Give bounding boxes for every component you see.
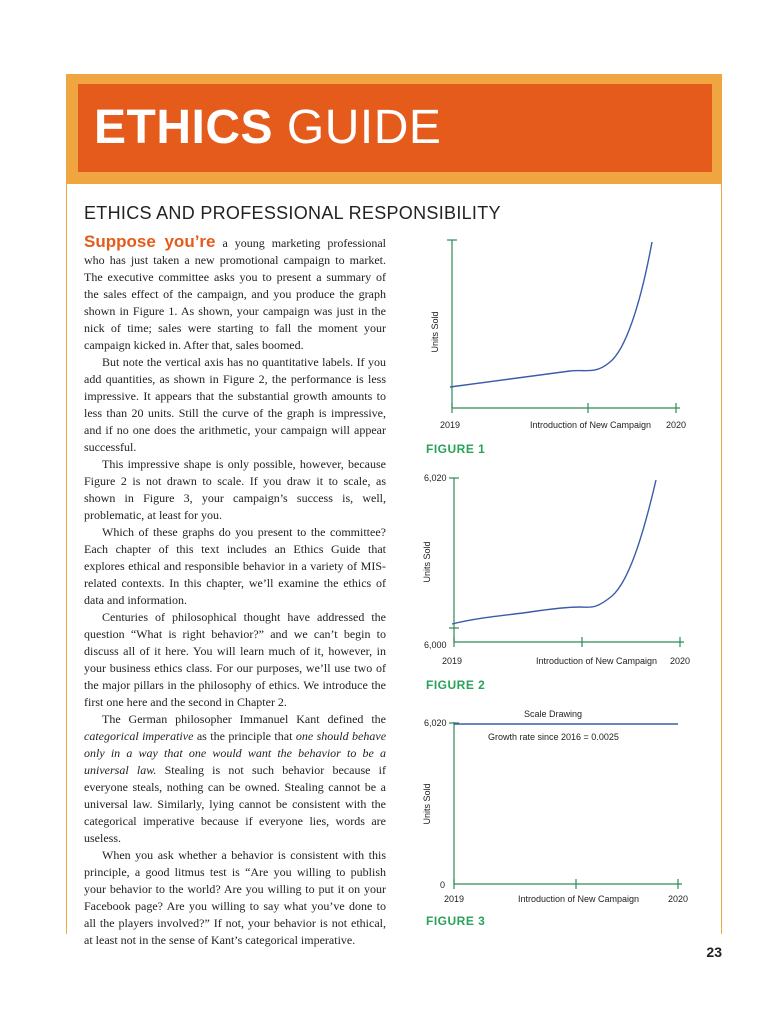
figure-2-sales-curve bbox=[452, 480, 656, 624]
figure-2-ylabel: Units Sold bbox=[422, 541, 432, 583]
figure-1-caption: FIGURE 1 bbox=[426, 442, 486, 456]
term-categorical-imperative: categorical imperative bbox=[84, 729, 194, 743]
figure-1-xlabel-campaign: Introduction of New Campaign bbox=[530, 420, 652, 430]
kant-quote: one should behave only in a way that one would want the behavior to be a universal law. bbox=[84, 729, 387, 777]
figure-3-xlabel-campaign: Introduction of New Campaign bbox=[518, 894, 640, 904]
figure-3-annotation: Growth rate since 2016 = 0.0025 bbox=[488, 732, 619, 742]
paragraph-6-a: The German philosopher Immanuel Kant defined the bbox=[102, 712, 386, 726]
paragraph-5: Centuries of philosophical thought have addressed the question “What is right behavior?” and we can’t begin to discuss all of it here. You will learn much of it, however, in your business ethics class. For our purposes, we’ll use two of the major pillars in the philosophy of ethics. We introduce the first one here and the second in Chapter 2. bbox=[84, 610, 386, 709]
figure-1-chart bbox=[420, 232, 710, 436]
paragraph-1 bbox=[84, 233, 386, 354]
paragraph-6 bbox=[84, 711, 386, 847]
paragraph-4: Which of these graphs do you present to the committee? Each chapter of this text includes an Ethics Guide that explores ethical and responsible behavior in a variety of MIS-related contexts. In this chapter, we’ll examine the ethics of data and information. bbox=[84, 525, 386, 607]
figure-3-ylabel: Units Sold bbox=[422, 783, 432, 825]
figure-1-xlabel-end: 2020 bbox=[666, 420, 687, 430]
figure-3-xlabel-end: 2020 bbox=[668, 894, 689, 904]
body-text bbox=[84, 233, 386, 949]
paragraph-6-b: as the principle that bbox=[196, 729, 293, 743]
figure-1-sales-curve bbox=[450, 242, 652, 387]
figure-1-xlabel-start: 2019 bbox=[440, 420, 461, 430]
figure-1-ylabel: Units Sold bbox=[430, 311, 440, 353]
figure-2-caption: FIGURE 2 bbox=[426, 678, 486, 692]
paragraph-2: But note the vertical axis has no quantitative labels. If you add quantities, as shown in Figure 2, the performance is less impressive. It appears that the substantial growth amounts to less than 20 units. Still the curve of the graph is impressive, and if no one does the arithmetic, your campaign will appear successful. bbox=[84, 355, 386, 454]
page-number: 23 bbox=[706, 944, 722, 960]
paragraph-3: This impressive shape is only possible, however, because Figure 2 is not drawn to scale. If you draw it to scale, as shown in Figure 3, your campaign’s success is, well, problematic, at least for you. bbox=[84, 457, 386, 522]
figure-2-chart bbox=[420, 470, 710, 674]
paragraph-1-text: a young marketing professional who has just taken a new promotional campaign to market. The executive committee asks you to present a summary of the sales effect of the campaign, and you produce the graph shown in Figure 1. As shown, your campaign was just in the nick of time; sales were starting to fall the moment your campaign kicked in. After that, sales boomed. bbox=[84, 236, 386, 352]
figure-2-xlabel-start: 2019 bbox=[442, 656, 463, 666]
banner-title-light: GUIDE bbox=[286, 101, 442, 154]
figure-3-y-top-label: 6,020 bbox=[424, 718, 447, 728]
figure-2-xlabel-campaign: Introduction of New Campaign bbox=[536, 656, 658, 666]
figure-3-y-bottom-label: 0 bbox=[440, 880, 446, 890]
paragraph-7: When you ask whether a behavior is consistent with this principle, a good litmus test is “Are you willing to publish your behavior to the world? Are you willing to put it on your Facebook page? Are you willing to say what you’ve done to all the players involved?” If not, your behavior is not ethical, at least not in the sense of Kant’s categorical imperative. bbox=[84, 848, 386, 947]
figure-2-y-top-label: 6,020 bbox=[424, 473, 447, 483]
figure-3-xlabel-start: 2019 bbox=[444, 894, 465, 904]
figure-3-title: Scale Drawing bbox=[524, 709, 583, 719]
figure-3-chart bbox=[420, 706, 710, 912]
figure-2-y-bottom-label: 6,000 bbox=[424, 640, 447, 650]
lead-in: Suppose you’re bbox=[84, 232, 216, 251]
banner-title bbox=[94, 98, 441, 158]
figure-3-caption: FIGURE 3 bbox=[426, 914, 486, 928]
figure-2-xlabel-end: 2020 bbox=[670, 656, 691, 666]
section-heading: ETHICS AND PROFESSIONAL RESPONSIBILITY bbox=[84, 203, 501, 223]
banner-title-bold: ETHICS bbox=[94, 101, 274, 154]
paragraph-6-c: Stealing is not such behavior because if everyone steals, nothing can be owned. Stealing cannot be a universal law. Similarly, lying cannot be consistent with the categorical imperative because if everyone lies, words are useless. bbox=[84, 763, 387, 845]
